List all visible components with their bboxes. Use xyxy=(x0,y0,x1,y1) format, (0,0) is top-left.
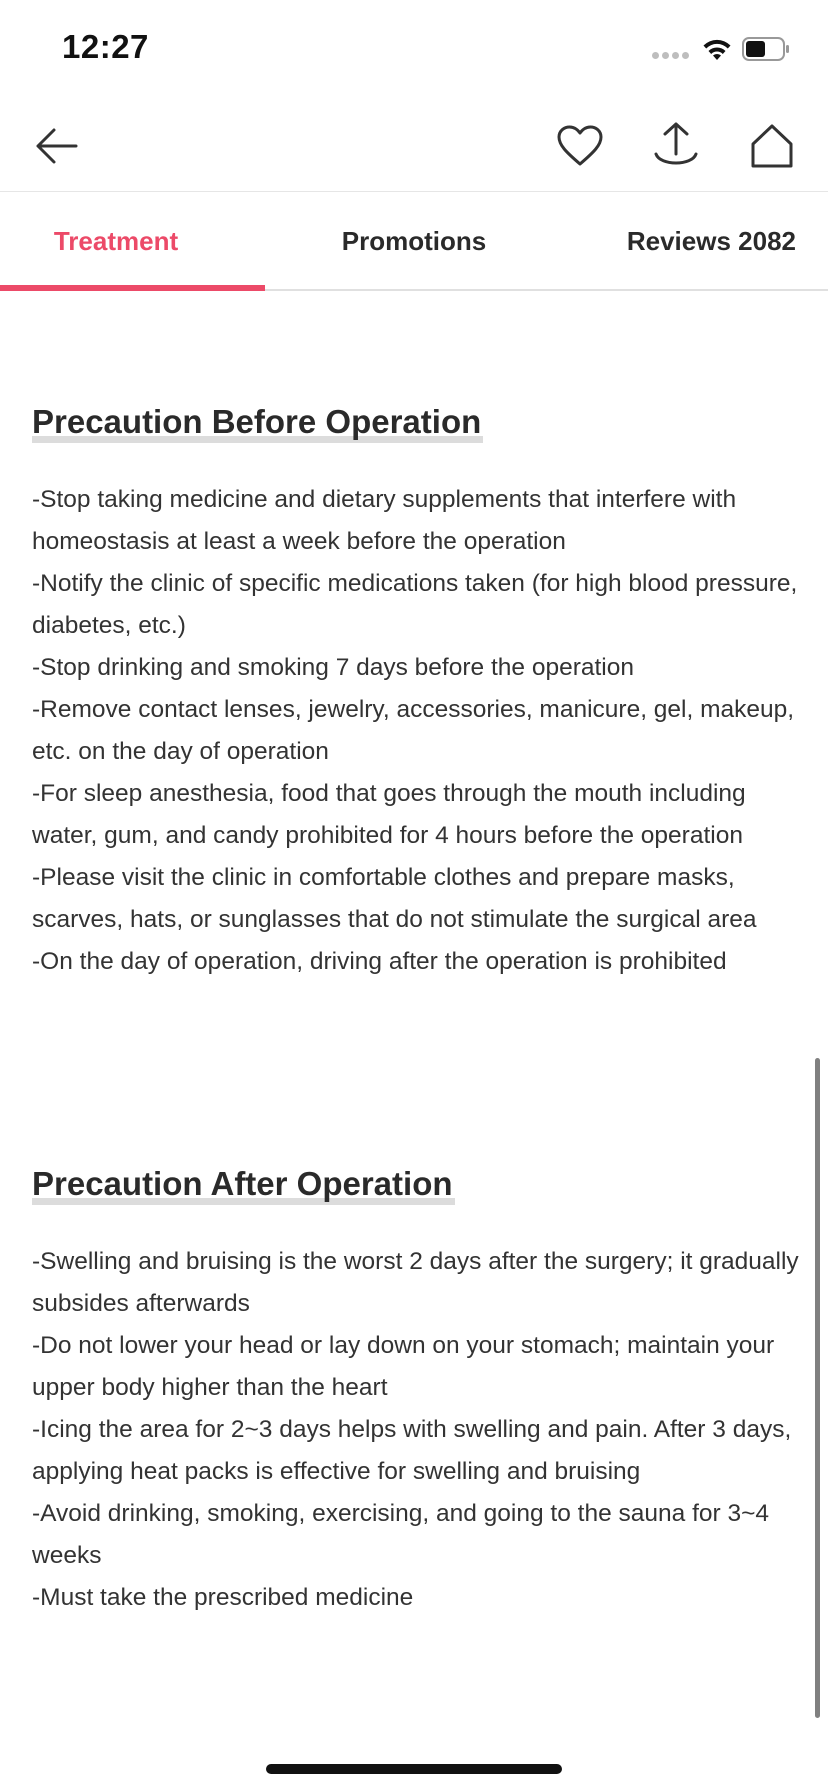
content-scroll-area[interactable] xyxy=(0,293,828,1792)
back-arrow-icon[interactable] xyxy=(28,118,84,174)
list-item: -Stop taking medicine and dietary supplements that interfere with homeostasis at least a week before the operation xyxy=(32,486,737,555)
section-title-after-operation: Precaution After Operation xyxy=(32,1165,455,1205)
precaution-before-list xyxy=(32,479,802,983)
list-item: -Notify the clinic of specific medications taken (for high blood pressure, diabetes, etc.) xyxy=(32,570,798,639)
list-item: -Avoid drinking, smoking, exercising, and going to the sauna for 3~4 weeks xyxy=(32,1500,770,1569)
heart-icon[interactable] xyxy=(552,118,608,174)
list-item: -Must take the prescribed medicine xyxy=(32,1584,414,1611)
list-item: -Please visit the clinic in comfortable clothes and prepare masks, scarves, hats, or sunglasses that do not stimulate the surgical area xyxy=(32,864,757,933)
tab-treatment[interactable]: Treatment xyxy=(53,225,179,256)
tab-promotions[interactable]: Promotions xyxy=(341,225,487,256)
list-item: -On the day of operation, driving after the operation is prohibited xyxy=(32,948,727,975)
active-tab-indicator xyxy=(0,285,265,291)
status-bar xyxy=(0,0,828,100)
precaution-after-list xyxy=(32,1241,802,1619)
list-item: -Remove contact lenses, jewelry, accessories, manicure, gel, makeup, etc. on the day of operation xyxy=(32,696,795,765)
section-title-before-operation: Precaution Before Operation xyxy=(32,403,483,443)
cellular-signal-icon xyxy=(652,52,689,59)
list-item: -Icing the area for 2~3 days helps with swelling and pain. After 3 days, applying heat packs is effective for swelling and bruising xyxy=(32,1416,792,1485)
vertical-scrollbar[interactable] xyxy=(815,1058,820,1718)
nav-bar xyxy=(0,100,828,192)
home-icon[interactable] xyxy=(744,118,800,174)
list-item: -Stop drinking and smoking 7 days before the operation xyxy=(32,654,634,681)
battery-icon xyxy=(742,37,790,61)
home-indicator[interactable] xyxy=(266,1764,562,1774)
tab-reviews[interactable]: Reviews 2082 xyxy=(626,225,796,256)
share-icon[interactable] xyxy=(648,116,704,176)
wifi-icon xyxy=(700,36,734,62)
status-time: 12:27 xyxy=(62,28,149,65)
list-item: -Swelling and bruising is the worst 2 days after the surgery; it gradually subsides afterwards xyxy=(32,1248,799,1317)
list-item: -For sleep anesthesia, food that goes through the mouth including water, gum, and candy prohibited for 4 hours before the operation xyxy=(32,780,746,849)
list-item: -Do not lower your head or lay down on your stomach; maintain your upper body higher than the heart xyxy=(32,1332,775,1401)
tab-bar xyxy=(0,193,828,291)
